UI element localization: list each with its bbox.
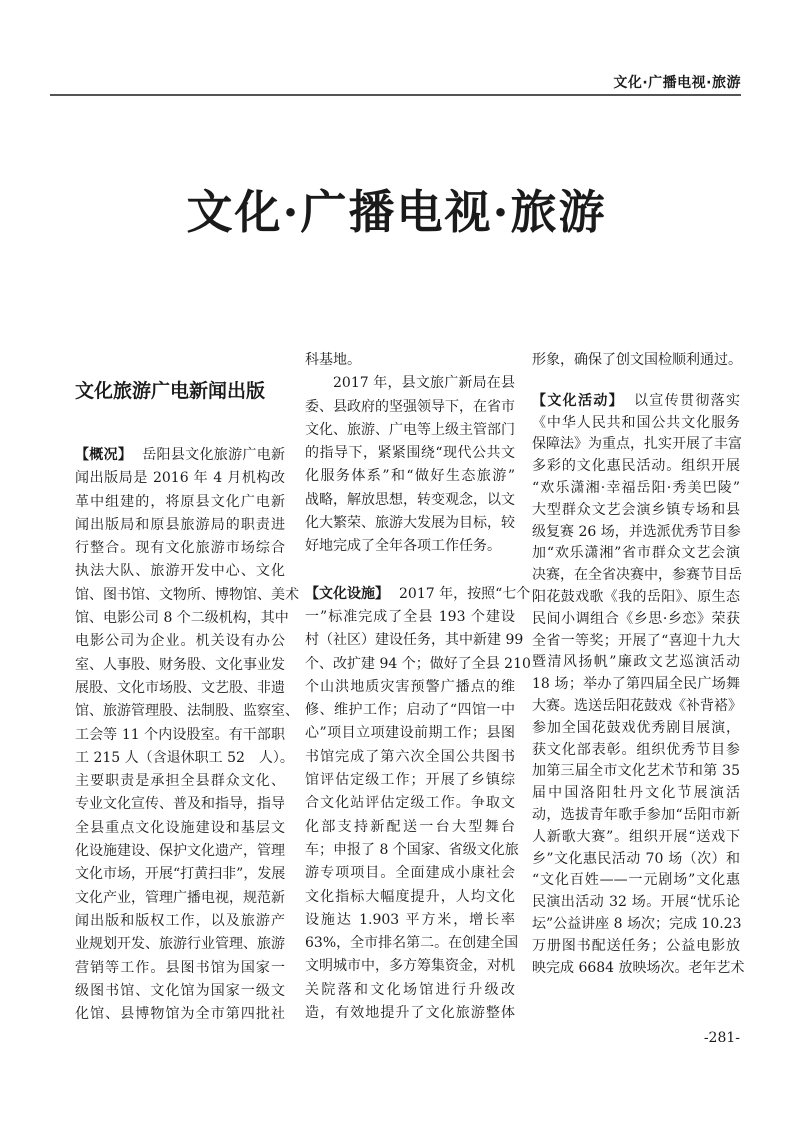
line-text: 以宣传贯彻落实 [634, 392, 740, 409]
section-heading: 文化旅游广电新闻出版 [75, 380, 266, 402]
page-title: 文化·广播电视·旅游 [186, 185, 607, 239]
text-line [75, 863, 285, 886]
line-text: 好地完成了全年各项工作任务。 [305, 538, 501, 555]
line-text: 63%，全市排名第二。在创建全国 [305, 935, 519, 952]
line-text: 革中组建的，将原县文化广电新 [75, 493, 285, 510]
line-text: 人新歌大赛”。组织开展“送戏下 [532, 828, 740, 845]
text-line [532, 892, 740, 914]
line-text: 主要职责是承担全县群众文化、 [75, 773, 285, 790]
text-line [305, 489, 515, 512]
line-text: 全省一等奖；开展了“喜迎十九大 [532, 632, 740, 649]
line-text: 营销等工作。县图书馆为国家一 [75, 959, 285, 976]
text-line [75, 747, 294, 770]
line-text: 馆、旅游管理股、法制股、监察室、 [75, 703, 299, 720]
text-line [75, 584, 299, 607]
line-text: 2017 年，县文旅广新局在县 [333, 375, 515, 392]
paragraph [532, 391, 745, 980]
line-text: 化大繁荣、旅游大发展为目标，较 [305, 515, 515, 532]
text-line [75, 840, 285, 863]
line-text: 专业文化宣传、普及和指导，指导 [75, 796, 285, 813]
line-text: 届中国洛阳牡丹文化节展演活 [532, 785, 740, 802]
line-text: 工 215 人（含退休职工 52 人）。 [75, 749, 294, 766]
line-text: 大型群众文艺会演乡镇专场和县 [532, 501, 740, 518]
text-line [305, 372, 515, 395]
running-head: 文化·广播电视·旅游 [613, 75, 741, 91]
paragraph [305, 372, 515, 558]
line-text: 游专项项目。全面建成小康社会 [305, 865, 515, 882]
line-text: 加“欢乐潇湘”省市群众文艺会演 [532, 545, 740, 562]
text-line [305, 862, 515, 885]
text-line [532, 827, 740, 849]
text-line [75, 957, 285, 980]
paragraph-label: 【概况】 [75, 447, 133, 463]
text-line [532, 413, 740, 435]
paragraph [532, 350, 740, 372]
text-line [305, 606, 515, 629]
line-text: 心”项目立项建设前期工作；县图 [305, 725, 515, 742]
text-line [75, 607, 289, 630]
text-line [532, 587, 740, 609]
text-line [305, 792, 515, 815]
line-text: 文明城市中，多方筹集资金，对机 [305, 958, 515, 975]
line-text: 动，选拔青年歌手参加“岳阳市新 [532, 806, 740, 823]
text-line [305, 886, 515, 909]
text-line [305, 699, 515, 722]
line-text: 村（社区）建设任务，其中新建 99 [305, 632, 524, 649]
text-line [305, 676, 515, 699]
line-text: 万册图书配送任务；公益电影放 [532, 937, 740, 954]
text-line [532, 522, 740, 544]
line-text: 乡”文化惠民活动 70 场（次）和 [532, 850, 740, 867]
text-line [305, 396, 515, 419]
line-text: 级图书馆、文化馆为国家一级文 [75, 982, 285, 999]
line-text: 化馆、县博物馆为全市第四批社 [75, 1006, 285, 1023]
line-text: 闻出版和版权工作，以及旅游产 [75, 912, 285, 929]
text-line [532, 783, 740, 805]
text-line [305, 1002, 515, 1025]
line-text: 化服务体系”和“做好生态旅游” [305, 468, 515, 485]
line-text: 车；申报了 8 个国家、省级文化旅 [305, 841, 519, 858]
text-line [532, 761, 740, 783]
line-text: 一”标准完成了全县 193 个建设 [305, 608, 515, 625]
column-1 [75, 378, 299, 1026]
text-line [75, 700, 299, 723]
text-line [305, 839, 519, 862]
line-text: 造，有效地提升了文化旅游整体 [305, 1005, 515, 1022]
line-text: 级复赛 26 场，并选派优秀节目参 [532, 523, 741, 540]
line-text: 书馆完成了第六次全国公共图书 [305, 748, 515, 765]
line-text: 多彩的文化惠民活动。组织开展 [532, 458, 740, 475]
text-line [305, 512, 515, 535]
line-text: 化部支持新配送一台大型舞台 [305, 818, 515, 835]
text-line [532, 652, 740, 674]
text-line [75, 677, 285, 700]
line-text: 暨清风扬帆”廉政文艺巡演活动 [532, 654, 740, 671]
line-text: 大赛。选送岳阳花鼓戏《补背褡》 [532, 697, 742, 714]
line-text: 闻出版局和原县旅游局的职责进 [75, 516, 285, 533]
text-line [305, 653, 531, 676]
text-line [532, 674, 740, 696]
text-line [75, 793, 285, 816]
line-text: 坛”公益讲座 8 场次；完成 10.23 [532, 915, 742, 932]
line-text: 电影公司为企业。机关设有办公 [75, 633, 285, 650]
text-line [305, 442, 515, 465]
line-text: 岳阳县文化旅游广电新 [142, 447, 286, 463]
text-line [532, 740, 740, 762]
line-text: 《中华人民共和国公共文化服务 [532, 414, 740, 431]
text-line [75, 630, 285, 653]
text-line [305, 535, 515, 558]
line-text: 民间小调组合《乡思·乡恋》荣获 [532, 610, 740, 627]
column-3 [532, 350, 745, 979]
text-line [532, 434, 740, 456]
text-line [305, 816, 515, 839]
line-text: 获文化部表彰。组织优秀节目参 [532, 741, 740, 758]
text-line [75, 514, 285, 537]
line-text: 业规划开发、旅游行业管理、旅游 [75, 936, 285, 953]
text-line [75, 910, 285, 933]
text-line [532, 456, 740, 478]
text-line [75, 980, 285, 1003]
line-text: 形象，确保了创文国检顺利通过。 [532, 352, 742, 368]
paragraph [305, 349, 515, 372]
text-line [75, 467, 285, 490]
line-text: 决赛，在全省决赛中，参赛节目岳 [532, 567, 742, 584]
text-line [75, 817, 285, 840]
text-line [305, 955, 515, 978]
line-text: 室、人事股、财务股、文化事业发 [75, 656, 285, 673]
text-line [305, 722, 515, 745]
line-text: 委、县政府的坚强领导下，在省市 [305, 398, 515, 415]
text-line [532, 936, 740, 958]
text-line [532, 478, 740, 500]
text-line [305, 979, 515, 1002]
line-text: 设施达 1.903 平方米，增长率 [305, 911, 515, 928]
text-line [305, 932, 519, 955]
text-line [532, 543, 740, 565]
line-text: 参加全国花鼓戏优秀剧目展演， [532, 719, 740, 736]
text-line [305, 629, 524, 652]
text-line [305, 583, 531, 606]
line-text: 馆评估定级工作；开展了乡镇综 [305, 772, 515, 789]
line-text: 文化、旅游、广电等上级主管部门 [305, 421, 515, 438]
line-text: 战略，解放思想，转变观念，以文 [305, 491, 515, 508]
line-text: 的指导下，紧紧围绕“现代公共文 [305, 445, 515, 462]
line-text: 文化产业，管理广播电视，规范新 [75, 889, 285, 906]
text-line [305, 419, 515, 442]
line-text: 18 场；举办了第四届全民广场舞 [532, 676, 740, 693]
text-line [532, 631, 740, 653]
page-number: -281- [703, 1030, 740, 1046]
line-text: 展股、文化市场股、文艺股、非遗 [75, 679, 285, 696]
text-line [532, 696, 740, 718]
line-text: 民演出活动 32 场。开展“忧乐论 [532, 894, 740, 911]
line-text: 闻出版局是 2016 年 4 月机构改 [75, 470, 285, 487]
line-text: 2017 年，按照“七个 [399, 585, 531, 602]
line-text: 馆、电影公司 8 个二级机构，其中 [75, 610, 289, 627]
line-text: 映完成 6684 放映场次。老年艺术 [532, 959, 745, 976]
text-line [75, 444, 285, 467]
text-line [75, 724, 285, 747]
text-line [75, 1003, 285, 1026]
text-line [532, 391, 740, 413]
line-text: 阳花鼓戏歌《我的岳阳》、原生态 [532, 588, 740, 605]
text-line [532, 718, 740, 740]
line-text: 执法大队、旅游开发中心、文化 [75, 563, 285, 580]
line-text: 化设施建设、保护文化遗产，管理 [75, 843, 285, 860]
text-line [532, 350, 740, 372]
paragraph-label: 【文化设施】 [305, 585, 389, 602]
text-line [305, 746, 515, 769]
column-2 [305, 349, 531, 1025]
text-line [75, 491, 285, 514]
text-line [532, 805, 740, 827]
line-text: 馆、图书馆、文物所、博物馆、美术 [75, 586, 299, 603]
text-line [532, 914, 740, 936]
text-line [532, 565, 740, 587]
line-text: “文化百姓——一元剧场”文化惠 [532, 872, 740, 889]
line-text: 加第三届全市文化艺术节和第 35 [532, 763, 740, 780]
text-line [532, 609, 740, 631]
line-text: 合文化站评估定级工作。争取文 [305, 795, 515, 812]
line-text: 科基地。 [305, 352, 361, 368]
line-text: 工会等 11 个内设股室。有干部职 [75, 726, 285, 743]
paragraph [305, 583, 531, 1026]
line-text: 个山洪地质灾害预警广播点的维 [305, 678, 515, 695]
text-line [75, 537, 285, 560]
header-rule [50, 94, 741, 96]
text-line [305, 349, 515, 372]
line-text: 文化市场，开展“打黄扫非”，发展 [75, 866, 286, 883]
line-text: 全县重点文化设施建设和基层文 [75, 819, 285, 836]
text-line [75, 933, 285, 956]
text-line [532, 500, 740, 522]
text-line [305, 769, 515, 792]
text-line [75, 770, 285, 793]
text-line [532, 849, 740, 871]
line-text: 文化指标大幅度提升，人均文化 [305, 888, 515, 905]
text-line [532, 958, 745, 980]
line-text: 修、维护工作；启动了“四馆一中 [305, 702, 515, 719]
text-line [75, 560, 285, 583]
line-text: 保障法》为重点，扎实开展了丰富 [532, 436, 742, 453]
text-line [305, 909, 515, 932]
text-line [532, 870, 740, 892]
line-text: 个、改扩建 94 个；做好了全县 210 [305, 655, 531, 672]
line-text: 行整合。现有文化旅游市场综合 [75, 540, 285, 557]
paragraph [75, 444, 299, 1026]
line-text: “欢乐潇湘·幸福岳阳·秀美巴陵” [532, 479, 740, 496]
line-text: 关院落和文化场馆进行升级改 [305, 981, 515, 998]
text-line [75, 887, 285, 910]
paragraph-label: 【文化活动】 [532, 392, 624, 409]
text-line [75, 654, 285, 677]
text-line [305, 465, 515, 488]
